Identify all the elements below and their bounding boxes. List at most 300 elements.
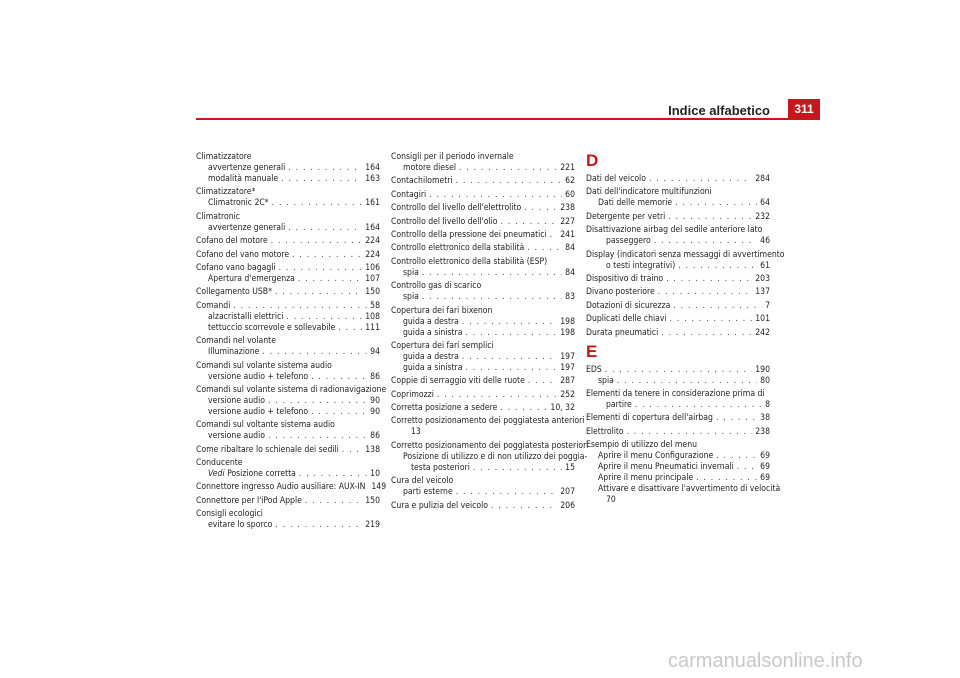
index-subentry bbox=[196, 407, 380, 418]
page-ref: 207 bbox=[560, 487, 575, 498]
index-entry-title bbox=[391, 376, 575, 387]
index-subentry bbox=[586, 462, 770, 473]
page-ref: 150 bbox=[365, 495, 380, 506]
entry-text: Cura e pulizia del veicolo bbox=[391, 500, 488, 511]
entry-text: Controllo del livello dell'olio bbox=[391, 216, 498, 227]
dot-leader bbox=[617, 376, 757, 387]
index-column-2 bbox=[391, 152, 589, 514]
entry-text: tettuccio scorrevole e sollevabile bbox=[208, 322, 336, 333]
page-ref: 241 bbox=[560, 229, 575, 240]
index-column-1 bbox=[196, 152, 387, 534]
entry-text: Contachilometri bbox=[391, 176, 453, 187]
index-entry bbox=[391, 306, 575, 339]
page-ref: 197 bbox=[560, 362, 575, 373]
index-entry-title bbox=[196, 263, 380, 274]
entry-text: guida a destra bbox=[403, 351, 459, 362]
index-entry bbox=[196, 458, 380, 480]
index-entry-title bbox=[196, 301, 380, 312]
index-entry bbox=[391, 176, 575, 187]
entry-text: Copertura dei fari semplici bbox=[391, 340, 494, 351]
entry-text: versione audio bbox=[208, 431, 265, 442]
index-entry-title bbox=[391, 416, 585, 427]
index-entry bbox=[196, 287, 380, 298]
page-ref: 164 bbox=[365, 222, 380, 233]
index-entry bbox=[391, 203, 575, 214]
dot-leader bbox=[275, 520, 362, 531]
index-entry bbox=[196, 420, 380, 442]
index-entry-title bbox=[196, 152, 380, 163]
index-entry-title bbox=[586, 301, 770, 312]
entry-text: Coprimozzi bbox=[391, 389, 434, 400]
entry-text: Illuminazione bbox=[208, 347, 260, 358]
index-entry-title bbox=[391, 341, 575, 352]
entry-text: avvertenze generali bbox=[208, 222, 286, 233]
index-entry-title bbox=[391, 403, 575, 414]
page-ref: 252 bbox=[560, 389, 575, 400]
index-subentry bbox=[196, 520, 380, 531]
page-ref: 284 bbox=[755, 174, 770, 184]
index-entry bbox=[196, 361, 380, 383]
entry-text: motore diesel bbox=[403, 163, 456, 173]
index-entry-title bbox=[391, 230, 575, 241]
dot-leader bbox=[605, 365, 752, 376]
page-ref: 10 bbox=[370, 469, 380, 480]
entry-text: Copertura dei fari bixenon bbox=[391, 305, 493, 316]
page-ref: 106 bbox=[365, 262, 380, 273]
dot-leader bbox=[286, 312, 362, 323]
index-subentry bbox=[196, 469, 380, 480]
page-ref: 190 bbox=[755, 364, 770, 375]
index-subentry bbox=[391, 328, 575, 339]
index-entry-title bbox=[391, 217, 575, 228]
index-entry bbox=[196, 187, 380, 209]
page-ref: 242 bbox=[755, 327, 770, 338]
index-entry-title bbox=[391, 243, 575, 254]
dot-leader bbox=[437, 390, 557, 401]
index-entry-title bbox=[586, 212, 770, 223]
index-entry bbox=[196, 445, 380, 456]
index-entry-title bbox=[196, 336, 380, 347]
index-entry-title bbox=[586, 249, 785, 261]
entry-text: Elementi di copertura dell'airbag bbox=[586, 413, 713, 424]
page-ref: 224 bbox=[365, 236, 380, 247]
index-subentry bbox=[196, 347, 380, 358]
page-ref: 69 bbox=[760, 451, 770, 462]
page-ref: 69 bbox=[760, 462, 770, 473]
index-subentry bbox=[586, 451, 770, 462]
entry-text: Elementi da tenere in considerazione prima di bbox=[586, 388, 765, 399]
index-entry-title bbox=[391, 203, 575, 214]
entry-text: Controllo gas di scarico bbox=[391, 281, 482, 292]
dot-leader bbox=[288, 163, 362, 174]
dot-leader bbox=[528, 376, 557, 387]
entry-text: Aprire il menu principale bbox=[598, 473, 694, 484]
dot-leader bbox=[233, 301, 367, 312]
dot-leader bbox=[268, 431, 367, 442]
entry-text: Corretta posizione a sedere bbox=[391, 403, 498, 414]
page-ref: 15 bbox=[565, 462, 575, 473]
page-header-title: Indice alfabetico bbox=[668, 103, 770, 118]
entry-text: Comandi nel volante bbox=[196, 336, 276, 347]
index-entry-title bbox=[391, 476, 575, 487]
page-ref: 60 bbox=[565, 189, 575, 200]
page-ref: 58 bbox=[370, 300, 380, 311]
page-ref: 238 bbox=[560, 203, 575, 214]
index-entry bbox=[391, 190, 575, 201]
index-subentry bbox=[196, 198, 380, 209]
index-subentry bbox=[391, 317, 575, 328]
index-subentry bbox=[196, 431, 380, 442]
page-ref: 86 bbox=[370, 431, 380, 442]
entry-text: versione audio + telefono bbox=[208, 406, 309, 417]
index-entry bbox=[391, 476, 575, 498]
page-ref: 84 bbox=[565, 267, 575, 278]
index-entry-title bbox=[391, 306, 575, 317]
entry-text: Esempio di utilizzo del menu bbox=[586, 440, 697, 451]
index-entry-title bbox=[586, 365, 770, 376]
index-entry-title bbox=[391, 390, 575, 401]
dot-leader bbox=[272, 198, 363, 209]
index-entry bbox=[586, 427, 770, 438]
index-subentry bbox=[391, 463, 575, 474]
index-entry bbox=[196, 384, 387, 418]
index-entry-title bbox=[586, 225, 770, 236]
page-ref: 61 bbox=[760, 260, 770, 271]
entry-text: Controllo del livello dell'elettrolito bbox=[391, 203, 522, 214]
index-entry-title bbox=[391, 257, 575, 268]
entry-text: spia bbox=[403, 267, 419, 278]
dot-leader bbox=[627, 427, 753, 438]
index-entry-title bbox=[586, 413, 770, 424]
dot-leader bbox=[311, 407, 367, 418]
page-ref: 46 bbox=[760, 236, 770, 247]
index-entry-title bbox=[391, 176, 575, 187]
dot-leader bbox=[342, 445, 362, 456]
entry-text: avvertenze generali bbox=[208, 163, 286, 173]
page-ref: 84 bbox=[565, 243, 575, 254]
dot-leader bbox=[281, 174, 362, 185]
index-subentry bbox=[391, 487, 575, 498]
entry-text: parti esterne bbox=[403, 487, 453, 498]
index-entry bbox=[391, 230, 575, 241]
entry-text: o testi integrativi) bbox=[606, 260, 676, 271]
entry-text: modalità manuale bbox=[208, 174, 279, 184]
page-ref: 80 bbox=[760, 375, 770, 386]
entry-text: Attivare e disattivare l'avvertimento di velocità bbox=[598, 484, 781, 495]
dot-leader bbox=[649, 174, 752, 185]
index-entry-title bbox=[391, 440, 589, 452]
index-subentry bbox=[196, 223, 380, 234]
page-ref: 221 bbox=[560, 163, 575, 173]
index-entry bbox=[196, 509, 380, 531]
page-ref: 83 bbox=[565, 292, 575, 303]
index-entry-title bbox=[391, 281, 575, 292]
dot-leader bbox=[298, 274, 362, 285]
page-ref: 90 bbox=[370, 406, 380, 417]
entry-text: Climatronic bbox=[196, 211, 241, 222]
dot-leader bbox=[271, 236, 363, 247]
dot-leader bbox=[299, 469, 367, 480]
dot-leader bbox=[338, 323, 362, 334]
index-entry-title bbox=[586, 427, 770, 438]
dot-leader bbox=[288, 223, 362, 234]
page-ref: 7 bbox=[765, 300, 770, 311]
index-subentry bbox=[196, 174, 380, 185]
entry-text: Consigli ecologici bbox=[196, 509, 263, 520]
index-subentry bbox=[196, 372, 380, 383]
entry-text: Dati delle memorie bbox=[598, 198, 673, 209]
page-ref: 197 bbox=[560, 351, 575, 362]
entry-text: Disattivazione airbag del sedile anteriore lato bbox=[586, 225, 763, 236]
page-number-badge: 311 bbox=[788, 99, 820, 119]
index-entry bbox=[586, 249, 785, 272]
entry-text: Contagiri bbox=[391, 189, 427, 200]
entry-text: alzacristalli elettrici bbox=[208, 311, 284, 322]
entry-text: partire bbox=[606, 399, 632, 410]
index-subentry bbox=[196, 323, 380, 334]
index-entry-title bbox=[196, 496, 380, 507]
entry-text: Cofano del motore bbox=[196, 236, 268, 247]
index-entry-title bbox=[586, 440, 770, 451]
index-subentry bbox=[586, 236, 770, 247]
entry-text: Controllo della pressione dei pneumatici bbox=[391, 229, 547, 240]
dot-leader bbox=[465, 328, 557, 339]
dot-leader bbox=[696, 473, 757, 484]
index-entry bbox=[196, 236, 380, 247]
index-entry bbox=[586, 440, 781, 506]
index-entry bbox=[586, 328, 770, 339]
index-entry bbox=[391, 217, 575, 228]
entry-text: Apertura d'emergenza bbox=[208, 273, 295, 284]
index-entry bbox=[391, 416, 585, 438]
entry-text: guida a destra bbox=[403, 316, 459, 327]
index-entry-title bbox=[196, 420, 380, 431]
page-ref: 108 bbox=[365, 311, 380, 322]
page-ref: 149 bbox=[371, 482, 387, 493]
page-ref: 206 bbox=[560, 500, 575, 511]
index-entry bbox=[586, 314, 770, 325]
watermark-text: carmanualsonline.info bbox=[668, 650, 863, 672]
entry-text: Controllo elettronico della stabilità bbox=[391, 243, 525, 254]
index-entry-title bbox=[586, 274, 770, 285]
entry-text: spia bbox=[598, 375, 614, 386]
index-entry bbox=[196, 152, 380, 185]
index-entry-title bbox=[586, 314, 770, 325]
dot-leader bbox=[473, 463, 562, 474]
index-entry bbox=[586, 365, 770, 387]
entry-text: Dotazioni di sicurezza bbox=[586, 300, 671, 311]
entry-text: Conducente bbox=[196, 458, 243, 469]
page-ref: 164 bbox=[365, 163, 380, 173]
index-entry bbox=[586, 187, 770, 209]
page-ref: 138 bbox=[365, 444, 380, 455]
dot-leader bbox=[500, 403, 547, 414]
dot-leader bbox=[675, 198, 757, 209]
entry-text: evitare lo sporco bbox=[208, 520, 273, 531]
dot-leader bbox=[737, 462, 757, 473]
index-entry-title bbox=[196, 187, 380, 198]
dot-leader bbox=[654, 236, 757, 247]
dot-leader bbox=[459, 163, 557, 174]
entry-text: Aprire il menu Pneumatici invernali bbox=[598, 462, 734, 473]
page-ref: 94 bbox=[370, 347, 380, 358]
index-entry bbox=[196, 301, 380, 334]
index-entry bbox=[196, 482, 387, 493]
entry-text: Vedi Posizione corretta bbox=[208, 469, 296, 480]
index-entry bbox=[391, 281, 575, 303]
index-entry-title bbox=[391, 190, 575, 201]
index-entry bbox=[391, 152, 575, 174]
index-entry bbox=[586, 413, 770, 424]
entry-text: guida a sinistra bbox=[403, 327, 463, 338]
entry-text: Comandi sul volante sistema audio bbox=[196, 360, 332, 371]
entry-text: guida a sinistra bbox=[403, 362, 463, 373]
index-entry bbox=[391, 390, 575, 401]
index-entry bbox=[391, 257, 575, 279]
dot-leader bbox=[527, 243, 562, 254]
index-entry bbox=[196, 263, 380, 285]
page-ref: 90 bbox=[370, 395, 380, 406]
dot-leader bbox=[658, 287, 752, 298]
index-subentry bbox=[586, 376, 770, 387]
entry-text: Comandi bbox=[196, 300, 231, 311]
dot-leader bbox=[678, 261, 757, 272]
index-subentry bbox=[391, 451, 588, 463]
dot-leader bbox=[673, 301, 762, 312]
index-entry bbox=[586, 274, 770, 285]
entry-text: Corretto posizionamento dei poggiatesta anteriori bbox=[391, 416, 585, 427]
index-entry-title bbox=[586, 287, 770, 298]
index-subentry bbox=[391, 363, 575, 374]
dot-leader bbox=[666, 274, 752, 285]
entry-text: Display (indicatori senza messaggi di avvertimento bbox=[586, 249, 785, 260]
index-subentry bbox=[586, 261, 770, 272]
index-entry-title bbox=[196, 212, 380, 223]
index-entry bbox=[586, 174, 770, 185]
section-letter-e: E bbox=[586, 341, 598, 361]
entry-text: Comandi sul voltante sistema audio bbox=[196, 420, 335, 431]
entry-text: Posizione di utilizzo e di non utilizzo dei poggia- bbox=[403, 451, 588, 462]
index-entry bbox=[391, 341, 575, 374]
page-ref: 107 bbox=[365, 273, 380, 284]
entry-text: spia bbox=[403, 292, 419, 303]
page-ref: 219 bbox=[365, 520, 380, 531]
page-ref: 111 bbox=[365, 322, 380, 333]
page-ref: 10, 32 bbox=[550, 403, 575, 414]
dot-leader bbox=[422, 292, 562, 303]
dot-leader bbox=[716, 413, 757, 424]
dot-leader bbox=[550, 230, 558, 241]
dot-leader bbox=[305, 496, 362, 507]
entry-text: Divano posteriore bbox=[586, 287, 655, 298]
index-subentry bbox=[391, 163, 575, 174]
entry-text: Elettrolito bbox=[586, 426, 624, 437]
dot-leader bbox=[500, 217, 557, 228]
dot-leader bbox=[292, 250, 362, 261]
index-entry-title bbox=[196, 287, 380, 298]
dot-leader bbox=[635, 400, 762, 411]
page-ref: 64 bbox=[760, 198, 770, 209]
entry-text: Consigli per il periodo invernale bbox=[391, 152, 514, 162]
page-ref: 198 bbox=[560, 327, 575, 338]
dot-leader bbox=[716, 451, 757, 462]
index-subentry bbox=[586, 484, 781, 495]
index-column-3 bbox=[586, 151, 785, 508]
dot-leader bbox=[275, 287, 362, 298]
index-subentry bbox=[196, 396, 380, 407]
entry-text: Corretto posizionamento dei poggiatesta posteriori bbox=[391, 440, 589, 451]
entry-text: Collegamento USB* bbox=[196, 287, 272, 298]
dot-leader bbox=[668, 212, 752, 223]
index-entry-title bbox=[196, 482, 387, 493]
entry-text: 13 bbox=[411, 427, 421, 438]
entry-text: Duplicati delle chiavi bbox=[586, 314, 667, 325]
entry-text: Detergente per vetri bbox=[586, 211, 666, 222]
index-entry bbox=[196, 496, 380, 507]
page-ref: 232 bbox=[755, 211, 770, 222]
index-subentry bbox=[586, 495, 770, 506]
dot-leader bbox=[491, 501, 557, 512]
index-entry-title bbox=[196, 509, 380, 520]
page-ref: 101 bbox=[755, 314, 770, 325]
dot-leader bbox=[462, 352, 557, 363]
index-subentry bbox=[391, 352, 575, 363]
index-entry bbox=[391, 376, 575, 387]
entry-text: EDS bbox=[586, 364, 602, 375]
page-ref: 238 bbox=[755, 426, 770, 437]
entry-text: versione audio + telefono bbox=[208, 371, 309, 382]
dot-leader bbox=[462, 317, 557, 328]
page-ref: 8 bbox=[765, 399, 770, 410]
index-subentry bbox=[196, 312, 380, 323]
entry-text: Aprire il menu Configurazione bbox=[598, 451, 714, 462]
index-entry-title bbox=[196, 445, 380, 456]
entry-text: Cofano vano bagagli bbox=[196, 262, 276, 273]
index-entry-title bbox=[586, 174, 770, 185]
page-ref: 38 bbox=[760, 413, 770, 424]
entry-text: Cura del veicolo bbox=[391, 476, 454, 487]
index-entry bbox=[391, 440, 589, 474]
index-entry-title bbox=[586, 389, 770, 400]
page-ref: 227 bbox=[560, 216, 575, 227]
entry-text: Connettore ingresso Audio ausiliare: AUX-IN bbox=[196, 482, 366, 493]
index-entry-title bbox=[196, 236, 380, 247]
dot-leader bbox=[661, 328, 752, 339]
entry-text: Comandi sul volante sistema di radionavigazione bbox=[196, 384, 387, 395]
page-ref: 86 bbox=[370, 371, 380, 382]
index-entry bbox=[391, 243, 575, 254]
page-ref: 163 bbox=[365, 174, 380, 184]
see-reference: Vedi bbox=[208, 469, 228, 480]
index-subentry bbox=[586, 400, 770, 411]
index-entry bbox=[391, 501, 575, 512]
entry-text: Controllo elettronico della stabilità (ESP) bbox=[391, 256, 548, 267]
entry-text: Cofano del vano motore bbox=[196, 249, 290, 260]
index-entry bbox=[586, 389, 770, 411]
page-ref: 224 bbox=[365, 249, 380, 260]
dot-leader bbox=[262, 347, 367, 358]
entry-text: Dispositivo di traino bbox=[586, 273, 664, 284]
dot-leader bbox=[524, 203, 557, 214]
index-entry bbox=[196, 212, 380, 234]
index-entry bbox=[586, 301, 770, 312]
dot-leader bbox=[456, 176, 563, 187]
page-ref: 62 bbox=[565, 176, 575, 187]
page-ref: 198 bbox=[560, 316, 575, 327]
page-ref: 161 bbox=[365, 198, 380, 209]
index-entry-title bbox=[196, 458, 380, 469]
entry-text: Coppie di serraggio viti delle ruote bbox=[391, 376, 525, 387]
